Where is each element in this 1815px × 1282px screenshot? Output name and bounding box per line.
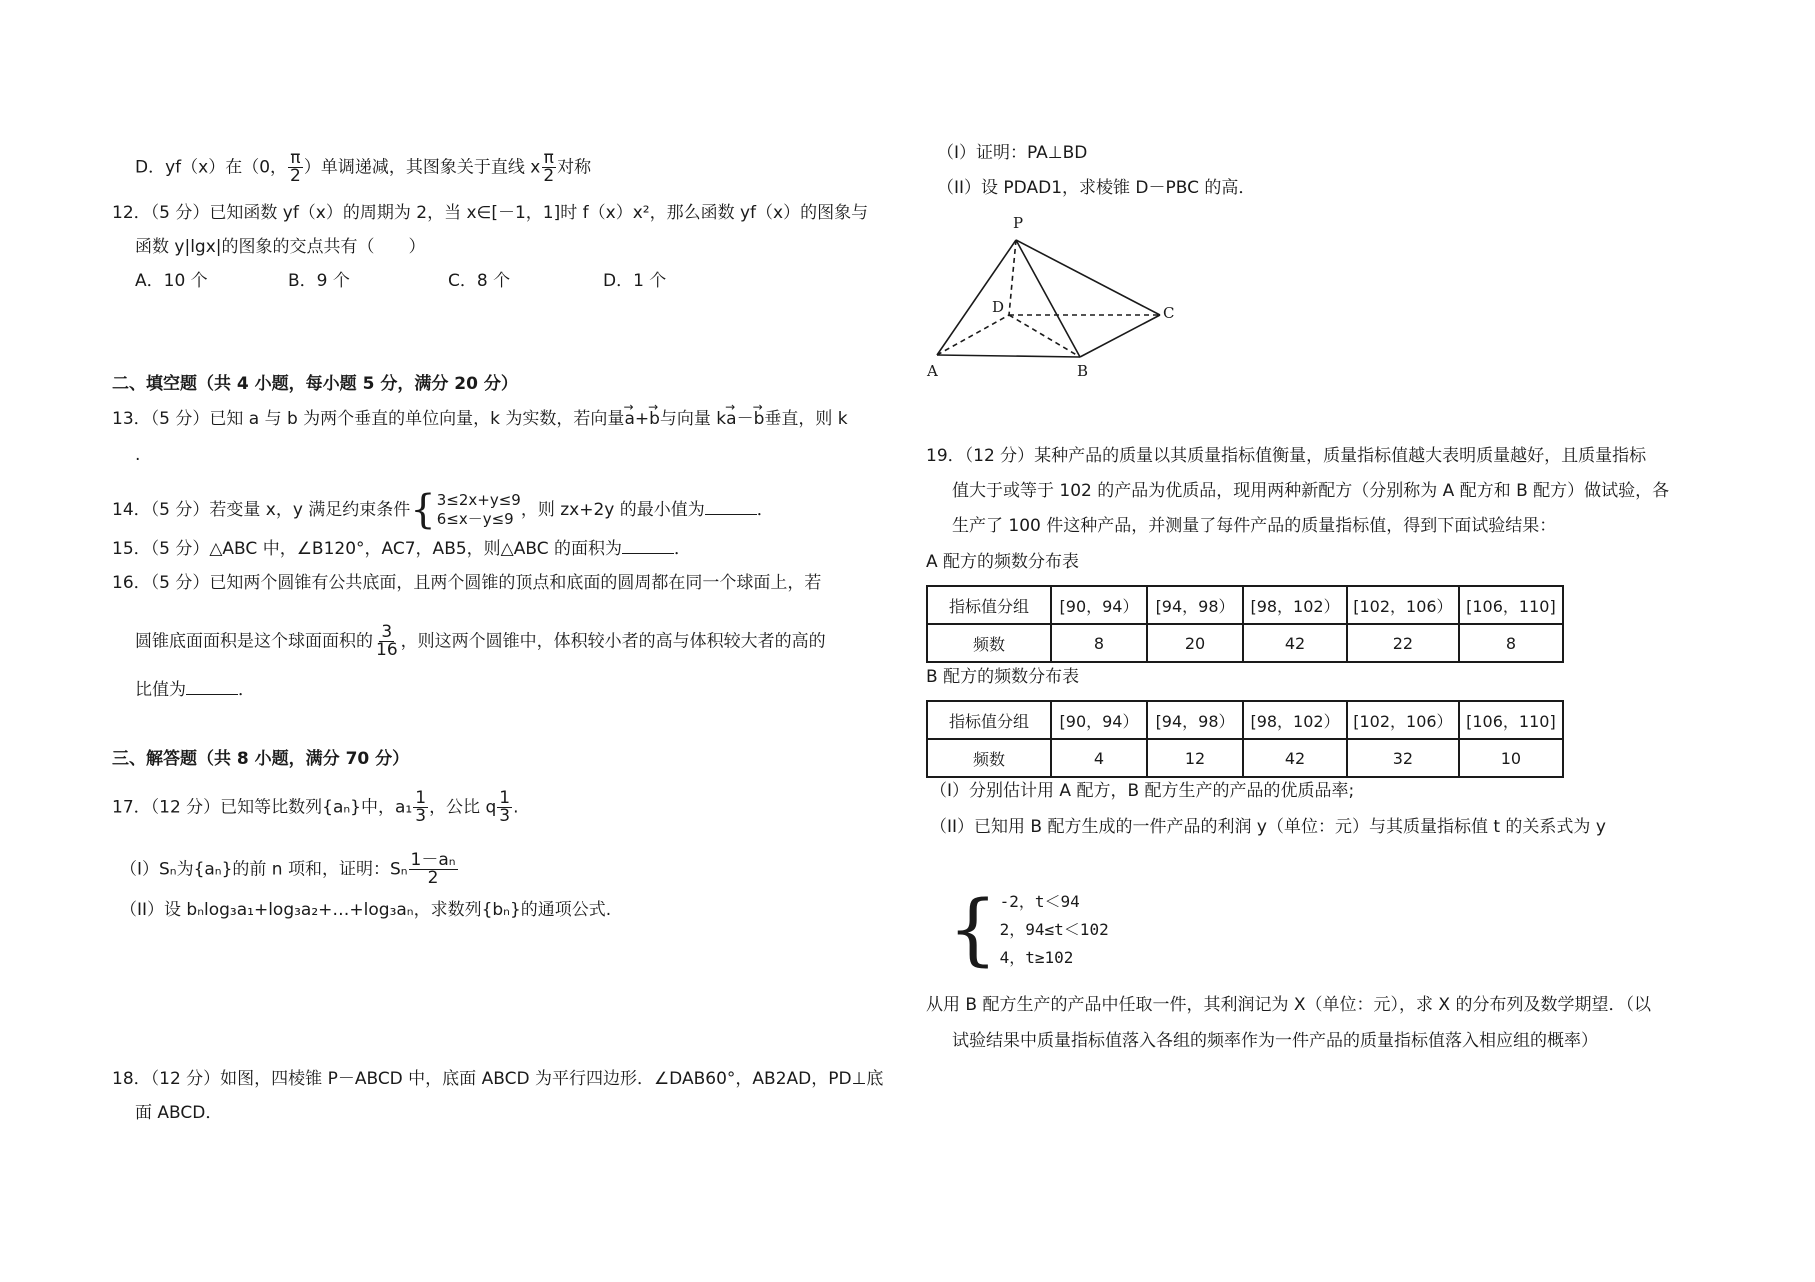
table-header-row [927,701,1563,739]
piecewise-function: { -2，t＜94 2，94≤t＜102 4，t≥102 [948,885,1109,975]
q18-part1: （I）证明：PA⊥BD [937,143,1088,163]
table-row [927,624,1563,662]
table-row [927,739,1563,777]
answer-blank [622,537,674,554]
table-cell: [106，110] [1459,701,1563,739]
table-cell: 12 [1147,739,1243,777]
fraction: $\frac{\pi}{2}$ [543,148,555,186]
q12-option-c: C．8 个 [448,271,511,291]
table-cell: 10 [1459,739,1563,777]
table-cell: [102，106） [1347,586,1459,624]
answer-blank [705,498,757,515]
table-cell: 4 [1051,739,1147,777]
section-heading-fill-blank: 二、填空题（共 4 小题，每小题 5 分，满分 20 分） [112,374,518,394]
table-cell: [90，94） [1051,586,1147,624]
table-b-title: B 配方的频数分布表 [926,667,1080,687]
section-heading-solutions: 三、解答题（共 8 小题，满分 70 分） [112,749,410,769]
vertex-label-c: C [1163,304,1175,322]
vertex-label-b: B [1077,362,1089,380]
fraction: $\frac{1}{3}$ [415,788,427,826]
table-cell: 32 [1347,739,1459,777]
table-cell: 8 [1051,624,1147,662]
q13-continuation: . [135,445,141,465]
table-cell: [98，102） [1243,586,1347,624]
q17-part2: （II）设 bₙlog₃a₁+log₃a₂+…+log₃aₙ，求数列{bₙ}的通项公式. [120,900,612,920]
q16-line3: 比值为 ． [135,680,255,700]
vertex-label-a: A [927,362,938,380]
q12-line2: 函数 y|lgx|的图象的交点共有（ ） [135,237,426,257]
q12-option-d: D．1 个 [603,271,667,291]
table-cell: [106，110] [1459,586,1563,624]
frequency-table-a [926,585,1564,663]
table-cell: 42 [1243,624,1347,662]
fraction: $\frac{3}{16}$ [376,622,398,660]
table-cell: 42 [1243,739,1347,777]
table-cell: [94，98） [1147,586,1243,624]
q15: 15．（5 分）△ABC 中，∠B120°，AC7，AB5，则△ABC 的面积为 ． [112,539,692,559]
q16-line1: 16．（5 分）已知两个圆锥有公共底面，且两个圆锥的顶点和底面的圆周都在同一个球面上，若 [112,573,822,593]
table-a-title: A 配方的频数分布表 [926,552,1080,572]
pyramid-figure [925,210,1175,385]
q18-line1: 18．（12 分）如图，四棱锥 P－ABCD 中，底面 ABCD 为平行四边形．∠DAB60°，AB2AD，PD⊥底 [112,1069,884,1089]
q19-part1: （Ⅰ）分别估计用 A 配方，B 配方生产的产品的优质品率; [930,781,1355,801]
table-cell: 指标值分组 [927,701,1051,739]
answer-blank [186,678,238,695]
q16-line2: 圆锥底面面积是这个球面面积的 $\frac{3}{16}$ ，则这两个圆锥中，体积较小者的高与体积较大者的高的 [135,622,826,660]
q11-option-d: D．yf（x）在（0， $\frac{\pi}{2}$ ）单调递减，其图象关于直线 x $\frac{\pi}{2}$ 对称 [135,148,592,186]
table-cell: 频数 [927,624,1051,662]
table-cell: 20 [1147,624,1243,662]
q18-line2: 面 ABCD． [135,1103,223,1123]
constraint-system: { 3≤2x+y≤9 6≤x－y≤9 [410,487,521,533]
table-header-row [927,586,1563,624]
q19-line2: 值大于或等于 102 的产品为优质品，现用两种新配方（分别称为 A 配方和 B 配方）做试验，各 [952,481,1670,501]
vertex-label-d: D [992,298,1005,316]
fraction: $\frac{\text{1－aₙ}}{2}$ [410,850,456,888]
vertex-label-p: P [1013,214,1024,232]
fraction: $\frac{\pi}{2}$ [290,148,301,186]
q19-last-line1: 从用 B 配方生产的产品中任取一件，其利润记为 X（单位：元），求 X 的分布列及数学期望．（以 [926,995,1651,1015]
q12-line1: 12．（5 分）已知函数 yf（x）的周期为 2，当 x∈[－1，1]时 f（x）x²，那么函数 yf（x）的图象与 [112,203,869,223]
table-cell: [98，102） [1243,701,1347,739]
q19-line3: 生产了 100 件这种产品，并测量了每件产品的质量指标值，得到下面试验结果： [952,516,1557,536]
q19-line1: 19．（12 分）某种产品的质量以其质量指标值衡量，质量指标值越大表明质量越好，且质量指标 [926,446,1647,466]
fraction: $\frac{1}{3}$ [499,788,511,826]
q18-part2: （II）设 PDAD1，求棱锥 D－PBC 的高． [937,178,1256,198]
table-cell: 指标值分组 [927,586,1051,624]
q13: 13．（5 分）已知 a 与 b 为两个垂直的单位向量，k 为实数，若向量→ a+→ b与向量 k→ a－→ b垂直，则 k [112,408,848,430]
table-cell: 8 [1459,624,1563,662]
q12-option-b: B．9 个 [288,271,350,291]
table-cell: [90，94） [1051,701,1147,739]
q17-part1: （I）Sₙ为{aₙ}的前 n 项和，证明：Sₙ $\frac{\text{1－aₙ}}{2}$ [120,850,456,888]
q17: 17．（12 分）已知等比数列{aₙ}中，a₁ $\frac{1}{3}$ ，公比 q $\frac{1}{3}$ . [112,788,519,826]
q14: 14．（5 分）若变量 x，y 满足约束条件 { 3≤2x+y≤9 6≤x－y≤9 ，则 zx+2y 的最小值为 ． [112,487,774,533]
table-cell: [94，98） [1147,701,1243,739]
table-cell: 22 [1347,624,1459,662]
q12-option-a: A．10 个 [135,271,208,291]
brace: { [948,885,998,975]
table-cell: [102，106） [1347,701,1459,739]
table-cell: 频数 [927,739,1051,777]
q19-part2: （II）已知用 B 配方生成的一件产品的利润 y（单位：元）与其质量指标值 t 的关系式为 y [930,817,1606,837]
frequency-table-b [926,700,1564,778]
q19-last-line2: 试验结果中质量指标值落入各组的频率作为一件产品的质量指标值落入相应组的概率） [952,1031,1598,1051]
